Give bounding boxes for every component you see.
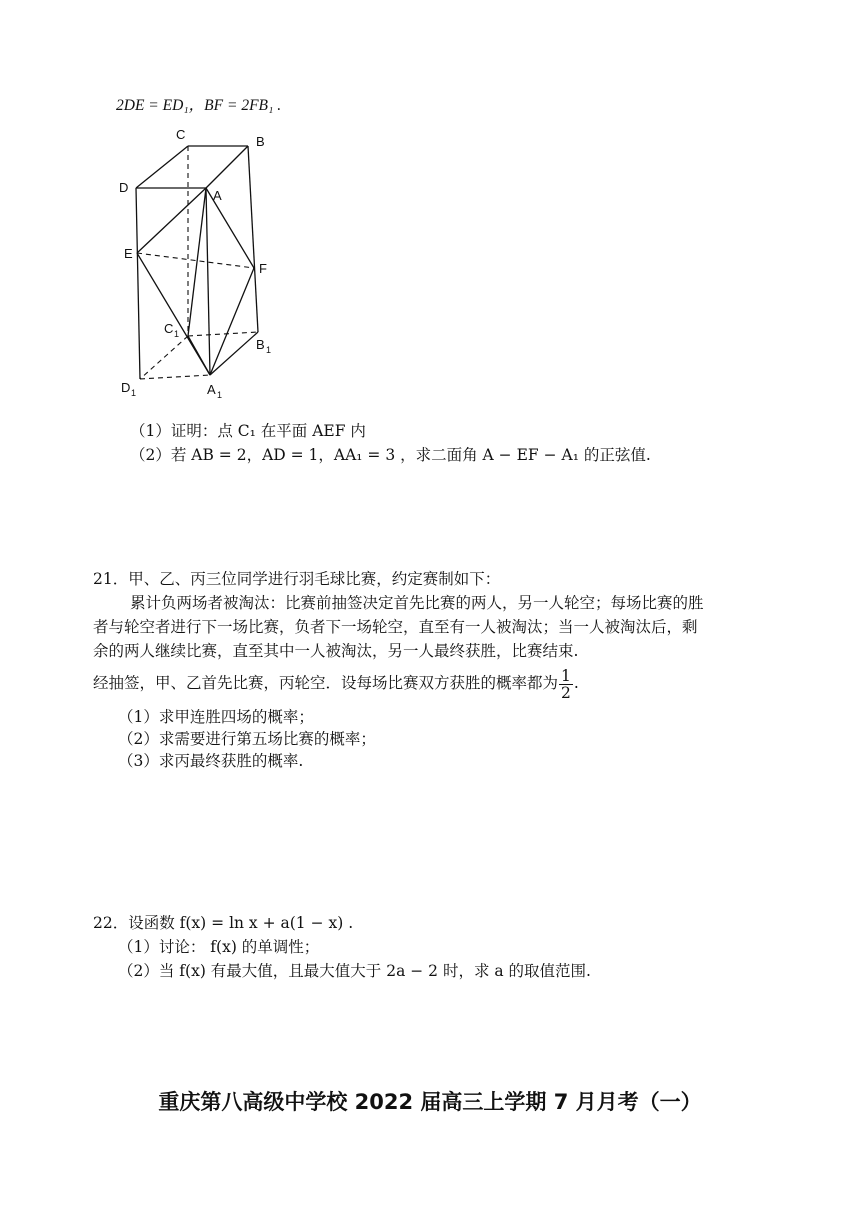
label-C1: C (164, 321, 174, 336)
label-B1-sub: 1 (266, 345, 272, 355)
q21-condition-end: . (573, 674, 579, 692)
label-D1-sub: 1 (131, 388, 137, 398)
fraction-numerator: 1 (561, 666, 571, 685)
q20-part1: （1）证明：点 C₁ 在平面 AEF 内 (130, 422, 366, 440)
edge-EF-hidden (137, 253, 254, 268)
q21-condition (93, 666, 579, 701)
q21-part3: （3）求丙最终获胜的概率. (118, 752, 304, 770)
exam-title: 重庆第八高级中学校 2022 届高三上学期 7 月月考（一） (158, 1090, 702, 1114)
label-F: F (259, 261, 267, 276)
edge-DD1 (136, 188, 140, 379)
q22-part2: （2）当 f(x) 有最大值，且最大值大于 2a − 2 时，求 a 的取值范围. (118, 962, 591, 980)
edge-C1D1-hidden (140, 336, 188, 379)
q21-condition-text: 经抽签，甲、乙首先比赛，丙轮空．设每场比赛双方获胜的概率都为 (93, 674, 559, 692)
prism-figure (110, 122, 295, 407)
prism-diagram (110, 122, 295, 407)
edge-A1B1 (210, 332, 258, 375)
edge-AA1 (206, 188, 210, 375)
edge-AE (137, 188, 206, 253)
label-C: C (176, 127, 186, 142)
label-B1: B (256, 337, 265, 352)
q21-rules-3: 余的两人继续比赛，直至其中一人被淘汰，另一人最终获胜，比赛结束. (93, 642, 579, 660)
edge-BA (206, 146, 248, 188)
edge-C1A1 (188, 336, 210, 375)
label-A1-sub: 1 (217, 390, 223, 400)
edge-BB1 (248, 146, 258, 332)
label-D: D (119, 180, 129, 195)
label-D1: D (121, 380, 131, 395)
q20-condition: 2DE = ED₁，BF = 2FB₁ . (116, 97, 282, 114)
q21-stem: 21．甲、乙、丙三位同学进行羽毛球比赛，约定赛制如下： (93, 570, 501, 588)
edge-C1B1-hidden (188, 332, 258, 336)
edge-DC (136, 146, 188, 188)
q20-part2: （2）若 AB = 2，AD = 1，AA₁ = 3 ，求二面角 A − EF − A₁ 的正弦值. (130, 446, 651, 464)
label-A1: A (207, 382, 216, 397)
label-C1-sub: 1 (174, 329, 180, 339)
q22-stem: 22．设函数 f(x) = ln x + a(1 − x) . (93, 914, 354, 932)
q22-part1: （1）讨论： f(x) 的单调性； (118, 938, 320, 956)
label-A: A (213, 188, 222, 203)
probability-fraction (559, 668, 573, 701)
q21-part1: （1）求甲连胜四场的概率； (118, 708, 314, 726)
q21-part2: （2）求需要进行第五场比赛的概率； (118, 730, 376, 748)
edge-FA1 (210, 268, 254, 375)
q21-rules-1: 累计负两场者被淘汰：比赛前抽签决定首先比赛的两人，另一人轮空；每场比赛的胜 (130, 594, 704, 612)
q21-rules-2: 者与轮空者进行下一场比赛，负者下一场轮空，直至有一人被淘汰；当一人被淘汰后，剩 (93, 618, 698, 636)
label-E: E (124, 246, 133, 261)
fraction-denominator: 2 (561, 683, 571, 702)
label-B: B (256, 134, 265, 149)
edge-D1A1-hidden (140, 375, 210, 379)
